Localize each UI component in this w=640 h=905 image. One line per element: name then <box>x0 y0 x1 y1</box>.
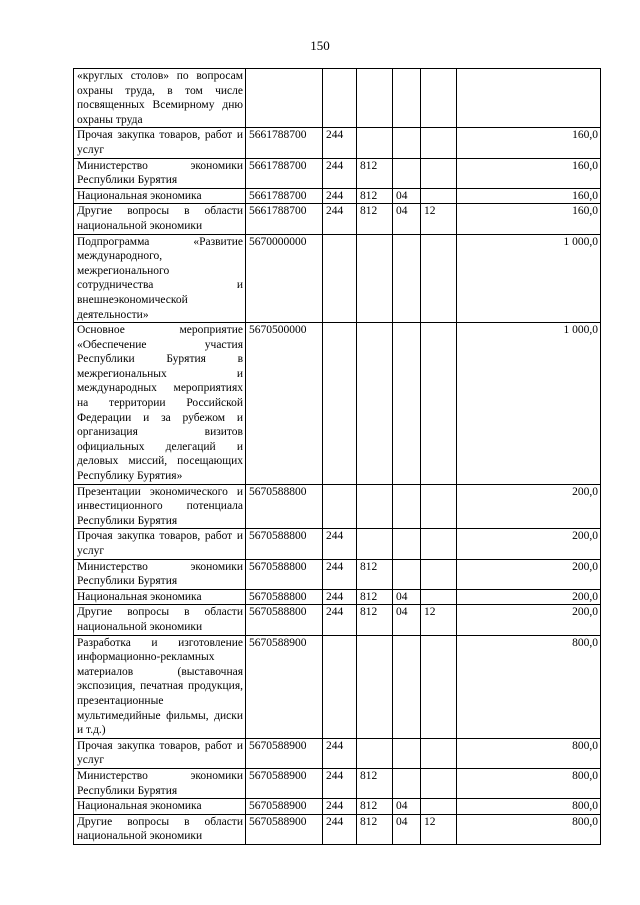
table-row <box>74 188 601 204</box>
row-name-cell: Национальная экономика <box>74 589 246 605</box>
target-article-cell: 5670588900 <box>246 635 323 738</box>
row-name-cell: Основное мероприятие «Обеспечение участия Республики Бурятия в межрегиональных и международных мероприятиях на территории Российской Федерации и за рубежом и организация визитов официальных делегаций и деловых миссий, посещающих Республику Бурятия» <box>74 323 246 485</box>
amount-cell: 200,0 <box>457 559 601 589</box>
amount-cell: 1 000,0 <box>457 234 601 323</box>
amount-cell: 800,0 <box>457 768 601 798</box>
expense-type-cell <box>323 484 357 529</box>
subsection-cell: 12 <box>421 814 457 844</box>
subsection-cell: 12 <box>421 204 457 234</box>
subsection-cell <box>421 799 457 815</box>
ministry-code-cell: 812 <box>357 589 393 605</box>
ministry-code-cell <box>357 69 393 128</box>
expense-type-cell: 244 <box>323 738 357 768</box>
section-cell <box>393 635 421 738</box>
amount-cell: 160,0 <box>457 158 601 188</box>
subsection-cell: 12 <box>421 605 457 635</box>
ministry-code-cell <box>357 635 393 738</box>
subsection-cell <box>421 234 457 323</box>
subsection-cell <box>421 529 457 559</box>
target-article-cell <box>246 69 323 128</box>
ministry-code-cell: 812 <box>357 605 393 635</box>
amount-cell: 1 000,0 <box>457 323 601 485</box>
amount-cell: 200,0 <box>457 529 601 559</box>
row-name-cell: Национальная экономика <box>74 188 246 204</box>
row-name-cell: Прочая закупка товаров, работ и услуг <box>74 738 246 768</box>
target-article-cell: 5670000000 <box>246 234 323 323</box>
budget-table <box>73 68 601 845</box>
subsection-cell <box>421 128 457 158</box>
section-cell: 04 <box>393 188 421 204</box>
table-row <box>74 635 601 738</box>
expense-type-cell <box>323 69 357 128</box>
expense-type-cell <box>323 234 357 323</box>
expense-type-cell: 244 <box>323 768 357 798</box>
target-article-cell: 5670588800 <box>246 605 323 635</box>
table-row <box>74 128 601 158</box>
table-row <box>74 814 601 844</box>
amount-cell: 800,0 <box>457 799 601 815</box>
section-cell: 04 <box>393 589 421 605</box>
expense-type-cell: 244 <box>323 158 357 188</box>
subsection-cell <box>421 323 457 485</box>
expense-type-cell: 244 <box>323 128 357 158</box>
target-article-cell: 5661788700 <box>246 204 323 234</box>
ministry-code-cell: 812 <box>357 799 393 815</box>
amount-cell: 800,0 <box>457 814 601 844</box>
ministry-code-cell <box>357 128 393 158</box>
table-row <box>74 204 601 234</box>
row-name-cell: «круглых столов» по вопросам охраны труда, в том числе посвященных Всемирному дню охраны труда <box>74 69 246 128</box>
row-name-cell: Другие вопросы в области национальной экономики <box>74 605 246 635</box>
row-name-cell: Другие вопросы в области национальной экономики <box>74 204 246 234</box>
page-number: 150 <box>310 38 330 53</box>
row-name-cell: Презентации экономического и инвестиционного потенциала Республики Бурятия <box>74 484 246 529</box>
target-article-cell: 5670588800 <box>246 484 323 529</box>
section-cell <box>393 158 421 188</box>
section-cell <box>393 234 421 323</box>
amount-cell: 200,0 <box>457 605 601 635</box>
target-article-cell: 5670588900 <box>246 814 323 844</box>
target-article-cell: 5670588800 <box>246 589 323 605</box>
row-name-cell: Разработка и изготовление информационно-рекламных материалов (выставочная экспозиция, печатная продукция, презентационные мультимедийные фильмы, диски и т.д.) <box>74 635 246 738</box>
expense-type-cell: 244 <box>323 605 357 635</box>
subsection-cell <box>421 635 457 738</box>
subsection-cell <box>421 738 457 768</box>
row-name-cell: Подпрограмма «Развитие международного, межрегионального сотрудничества и внешнеэкономической деятельности» <box>74 234 246 323</box>
target-article-cell: 5670588800 <box>246 529 323 559</box>
section-cell <box>393 484 421 529</box>
section-cell <box>393 529 421 559</box>
row-name-cell: Министерство экономики Республики Бурятия <box>74 158 246 188</box>
table-row <box>74 738 601 768</box>
expense-type-cell: 244 <box>323 814 357 844</box>
section-cell <box>393 128 421 158</box>
target-article-cell: 5670588900 <box>246 738 323 768</box>
section-cell: 04 <box>393 605 421 635</box>
table-row <box>74 234 601 323</box>
row-name-cell: Другие вопросы в области национальной экономики <box>74 814 246 844</box>
amount-cell: 200,0 <box>457 589 601 605</box>
subsection-cell <box>421 768 457 798</box>
subsection-cell <box>421 158 457 188</box>
section-cell: 04 <box>393 204 421 234</box>
subsection-cell <box>421 484 457 529</box>
expense-type-cell: 244 <box>323 188 357 204</box>
table-row <box>74 158 601 188</box>
ministry-code-cell: 812 <box>357 814 393 844</box>
expense-type-cell <box>323 635 357 738</box>
section-cell <box>393 738 421 768</box>
target-article-cell: 5670500000 <box>246 323 323 485</box>
amount-cell: 160,0 <box>457 188 601 204</box>
expense-type-cell: 244 <box>323 559 357 589</box>
table-row <box>74 529 601 559</box>
ministry-code-cell <box>357 234 393 323</box>
section-cell <box>393 323 421 485</box>
section-cell <box>393 69 421 128</box>
row-name-cell: Министерство экономики Республики Бурятия <box>74 559 246 589</box>
table-row <box>74 768 601 798</box>
target-article-cell: 5661788700 <box>246 158 323 188</box>
section-cell: 04 <box>393 799 421 815</box>
ministry-code-cell <box>357 323 393 485</box>
row-name-cell: Национальная экономика <box>74 799 246 815</box>
subsection-cell <box>421 589 457 605</box>
target-article-cell: 5661788700 <box>246 188 323 204</box>
table-row <box>74 589 601 605</box>
ministry-code-cell: 812 <box>357 204 393 234</box>
table-row <box>74 484 601 529</box>
table-row <box>74 799 601 815</box>
amount-cell <box>457 69 601 128</box>
amount-cell: 160,0 <box>457 204 601 234</box>
amount-cell: 200,0 <box>457 484 601 529</box>
ministry-code-cell <box>357 738 393 768</box>
ministry-code-cell: 812 <box>357 158 393 188</box>
target-article-cell: 5661788700 <box>246 128 323 158</box>
subsection-cell <box>421 188 457 204</box>
expense-type-cell: 244 <box>323 589 357 605</box>
amount-cell: 800,0 <box>457 635 601 738</box>
amount-cell: 160,0 <box>457 128 601 158</box>
expense-type-cell: 244 <box>323 529 357 559</box>
table-row <box>74 323 601 485</box>
ministry-code-cell: 812 <box>357 188 393 204</box>
ministry-code-cell <box>357 484 393 529</box>
expense-type-cell: 244 <box>323 799 357 815</box>
row-name-cell: Министерство экономики Республики Бурятия <box>74 768 246 798</box>
amount-cell: 800,0 <box>457 738 601 768</box>
ministry-code-cell: 812 <box>357 768 393 798</box>
target-article-cell: 5670588900 <box>246 768 323 798</box>
ministry-code-cell: 812 <box>357 559 393 589</box>
subsection-cell <box>421 559 457 589</box>
table-row <box>74 69 601 128</box>
section-cell <box>393 559 421 589</box>
expense-type-cell <box>323 323 357 485</box>
table-row <box>74 605 601 635</box>
row-name-cell: Прочая закупка товаров, работ и услуг <box>74 529 246 559</box>
target-article-cell: 5670588800 <box>246 559 323 589</box>
section-cell <box>393 768 421 798</box>
budget-table-body <box>74 69 601 845</box>
target-article-cell: 5670588900 <box>246 799 323 815</box>
row-name-cell: Прочая закупка товаров, работ и услуг <box>74 128 246 158</box>
ministry-code-cell <box>357 529 393 559</box>
subsection-cell <box>421 69 457 128</box>
table-row <box>74 559 601 589</box>
section-cell: 04 <box>393 814 421 844</box>
expense-type-cell: 244 <box>323 204 357 234</box>
